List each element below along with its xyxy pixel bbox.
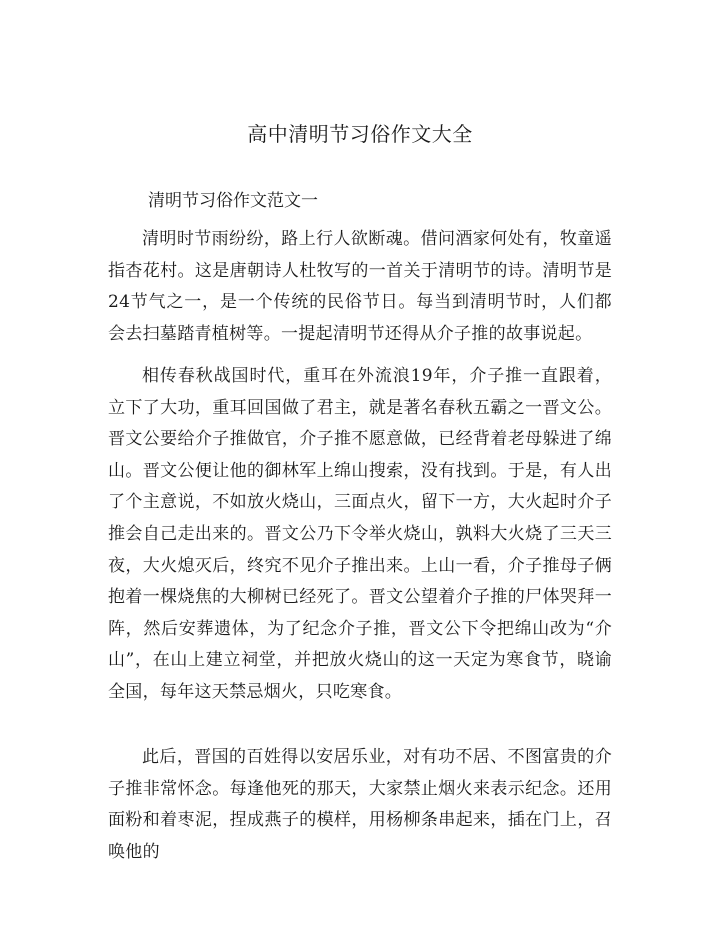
paragraph-3: 此后，晋国的百姓得以安居乐业，对有功不居、不图富贵的介子推非常怀念。每逢他死的那天，大家禁止烟火来表示纪念。还用面粉和着枣泥，捏成燕子的模样，用杨柳条串起来，插在门上，召唤他的 [108, 747, 612, 862]
paragraph-1: 清明时节雨纷纷，路上行人欲断魂。借问酒家何处有，牧童遥指杏花村。这是唐朝诗人杜牧写的一首关于清明节的诗。清明节是24节气之一，是一个传统的民俗节日。每当到清明节时，人们都会去扫墓踏青植树等。一提起清明节还得从介子推的故事说起。 [108, 229, 612, 344]
paragraph-2: 相传春秋战国时代，重耳在外流浪19年，介子推一直跟着，立下了大功，重耳回国做了君主，就是著名春秋五霸之一晋文公。晋文公要给介子推做官，介子推不愿意做，已经背着老母躲进了绵山。晋文公便让他的御林军上绵山搜索，没有找到。于是，有人出了个主意说，不如放火烧山，三面点火，留下一方，大火起时介子推会自己走出来的。晋文公乃下令举火烧山，孰料大火烧了三天三夜，大火熄灭后，终究不见介子推出来。上山一看，介子推母子俩抱着一棵烧焦的大柳树已经死了。晋文公望着介子推的尸体哭拜一阵，然后安葬遗体，为了纪念介子推，晋文公下令把绵山改为“介山”，在山上建立祠堂，并把放火烧山的这一天定为寒食节，晓谕全国，每年这天禁忌烟火，只吃寒食。 [108, 366, 612, 702]
document-title: 高中清明节习俗作文大全 [247, 122, 473, 146]
section-heading: 清明节习俗作文范文一 [148, 191, 318, 211]
